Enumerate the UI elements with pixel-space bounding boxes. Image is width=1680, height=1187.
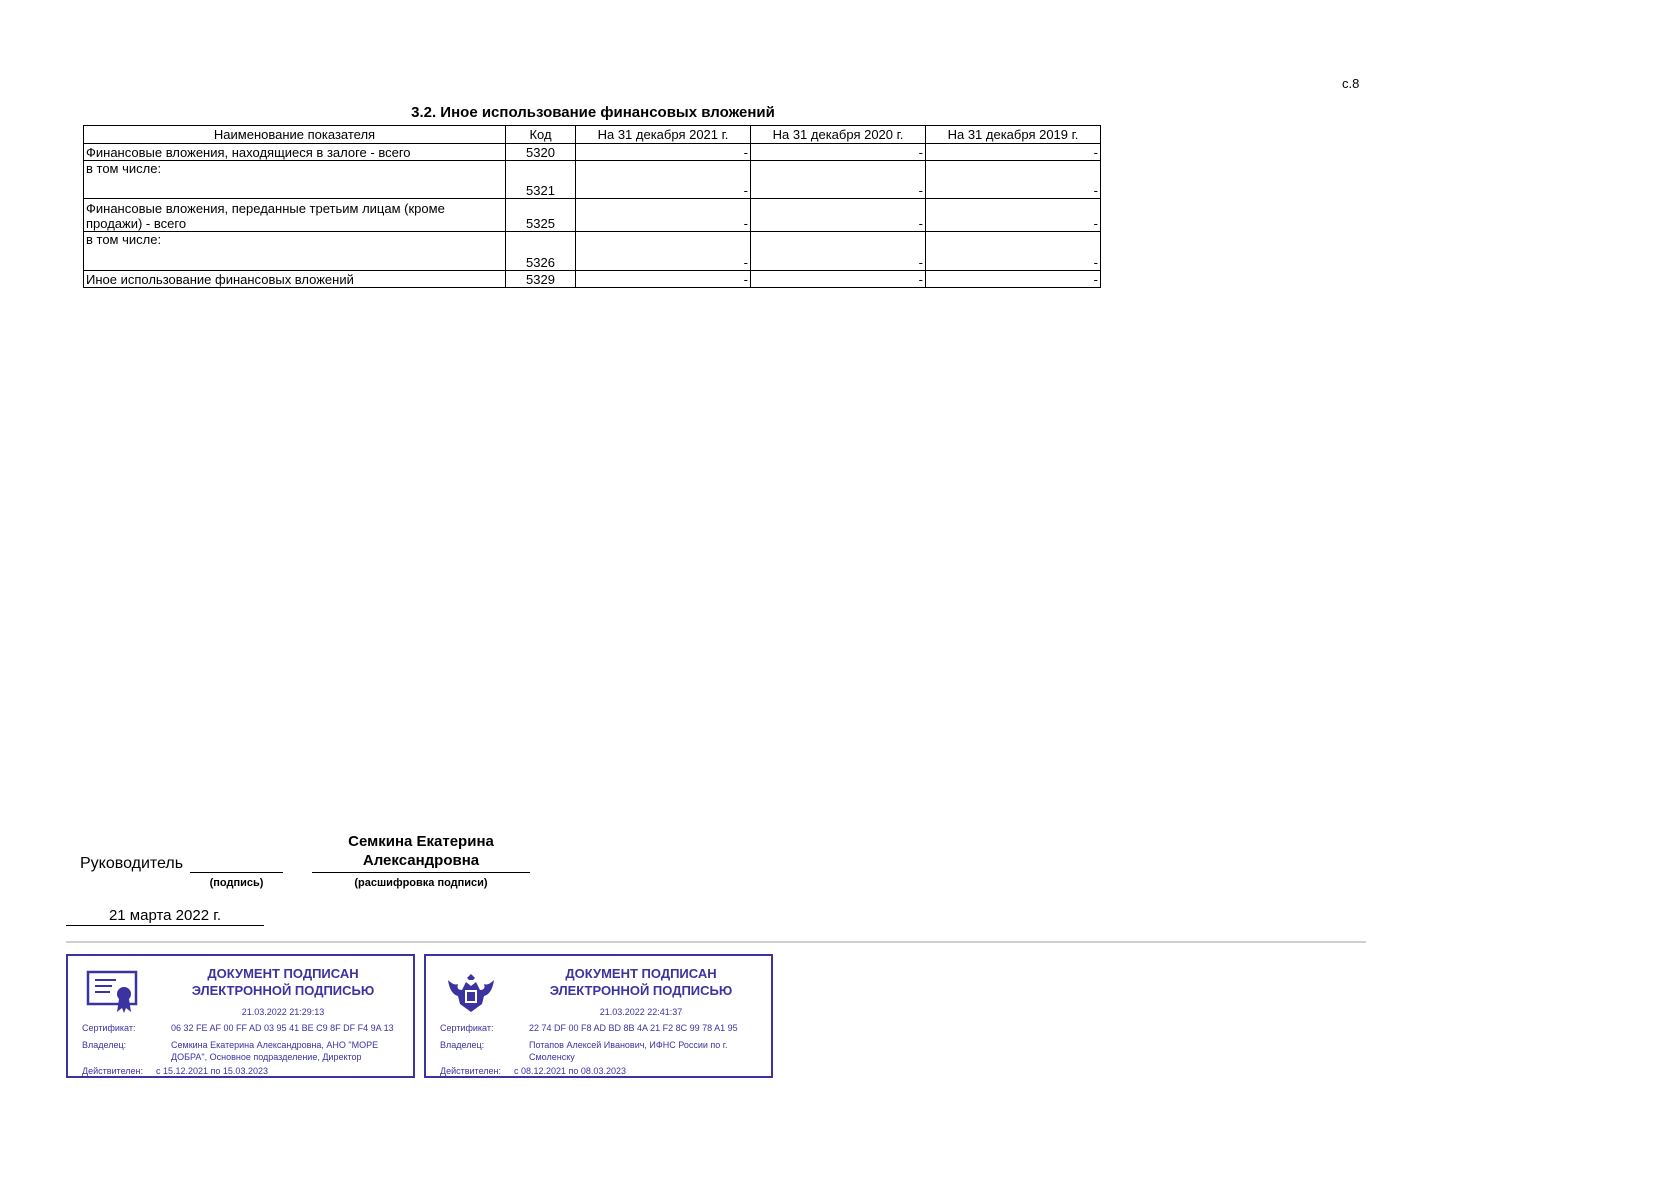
row-value-2020: -: [751, 199, 926, 232]
row-value-2021: -: [576, 199, 751, 232]
row-value-2021: -: [576, 232, 751, 271]
page-number: с.8: [1342, 76, 1360, 91]
stamp-timestamp: 21.03.2022 21:29:13: [241, 1007, 325, 1017]
e-signature-stamp: [66, 954, 415, 1078]
signer-role: Руководитель: [80, 855, 184, 872]
row-code: 5326: [506, 232, 576, 271]
header-code: Код: [506, 126, 576, 144]
row-value-2019: -: [926, 232, 1101, 271]
table-row: [84, 144, 1101, 161]
row-value-2020: -: [751, 271, 926, 288]
coat-of-arms-icon: [444, 968, 498, 1016]
row-value-2021: -: [576, 161, 751, 199]
cert-value: 06 32 FE AF 00 FF AD 03 95 41 BE C9 8F DF F4 9A 13: [171, 1023, 394, 1033]
cert-label: Сертификат:: [440, 1023, 494, 1033]
row-value-2019: -: [926, 144, 1101, 161]
decode-line: [312, 872, 530, 873]
valid-label: Действителен:: [440, 1066, 502, 1076]
cert-label: Сертификат:: [82, 1023, 136, 1033]
row-value-2020: -: [751, 161, 926, 199]
row-name: в том числе:: [84, 232, 506, 271]
signature-date: 21 марта 2022 г.: [108, 907, 222, 924]
cert-value: 22 74 DF 00 F8 AD BD 8B 4A 21 F2 8C 99 78 A1 95: [529, 1023, 738, 1033]
stamp-title: [168, 965, 398, 999]
valid-value: с 08.12.2021 по 08.03.2023: [514, 1066, 626, 1076]
owner-label: Владелец:: [440, 1040, 485, 1050]
row-value-2019: -: [926, 199, 1101, 232]
row-code: 5320: [506, 144, 576, 161]
signer-name-line1: Семкина Екатерина: [348, 833, 494, 850]
decode-caption: (расшифровка подписи): [354, 877, 488, 889]
row-name: Иное использование финансовых вложений: [84, 271, 506, 288]
row-value-2021: -: [576, 144, 751, 161]
stamp-title: [526, 965, 756, 999]
signature-line: [190, 872, 283, 873]
row-value-2019: -: [926, 271, 1101, 288]
table-row: [84, 199, 1101, 232]
row-value-2020: -: [751, 232, 926, 271]
stamp-title-line1: ДОКУМЕНТ ПОДПИСАН: [565, 966, 717, 981]
row-value-2019: -: [926, 161, 1101, 199]
header-2019: На 31 декабря 2019 г.: [926, 126, 1101, 144]
date-line: [66, 925, 264, 926]
section-title: 3.2. Иное использование финансовых вложений: [411, 104, 775, 121]
header-2021: На 31 декабря 2021 г.: [576, 126, 751, 144]
header-2020: На 31 декабря 2020 г.: [751, 126, 926, 144]
e-signature-stamp: [424, 954, 773, 1078]
stamp-title-line2: ЭЛЕКТРОННОЙ ПОДПИСЬЮ: [191, 983, 375, 998]
row-name: Финансовые вложения, находящиеся в залоге - всего: [84, 144, 506, 161]
stamp-title-line1: ДОКУМЕНТ ПОДПИСАН: [207, 966, 359, 981]
divider: [66, 941, 1366, 943]
certificate-icon: [86, 968, 140, 1016]
signer-name-line2: Александровна: [362, 852, 480, 869]
owner-value: Семкина Екатерина Александровна, АНО "МОРЕ ДОБРА", Основное подразделение, Директор: [171, 1040, 379, 1062]
table-row: [84, 161, 1101, 199]
valid-value: с 15.12.2021 по 15.03.2023: [156, 1066, 268, 1076]
owner-value: Потапов Алексей Иванович, ИФНС России по г. Смоленску: [529, 1040, 728, 1062]
header-indicator: Наименование показателя: [84, 126, 506, 144]
stamp-timestamp: 21.03.2022 22:41:37: [599, 1007, 683, 1017]
row-name: в том числе:: [84, 161, 506, 199]
table-row: [84, 271, 1101, 288]
table-header-row: [84, 126, 1101, 144]
financial-investments-table: [83, 125, 1101, 288]
row-value-2020: -: [751, 144, 926, 161]
signer-name: [312, 832, 530, 870]
table-row: [84, 232, 1101, 271]
signature-caption: (подпись): [209, 877, 264, 889]
row-code: 5325: [506, 199, 576, 232]
row-name: Финансовые вложения, переданные третьим лицам (кроме продажи) - всего: [84, 199, 506, 232]
row-code: 5329: [506, 271, 576, 288]
row-code: 5321: [506, 161, 576, 199]
stamp-title-line2: ЭЛЕКТРОННОЙ ПОДПИСЬЮ: [549, 983, 733, 998]
owner-label: Владелец:: [82, 1040, 127, 1050]
row-value-2021: -: [576, 271, 751, 288]
valid-label: Действителен:: [82, 1066, 144, 1076]
